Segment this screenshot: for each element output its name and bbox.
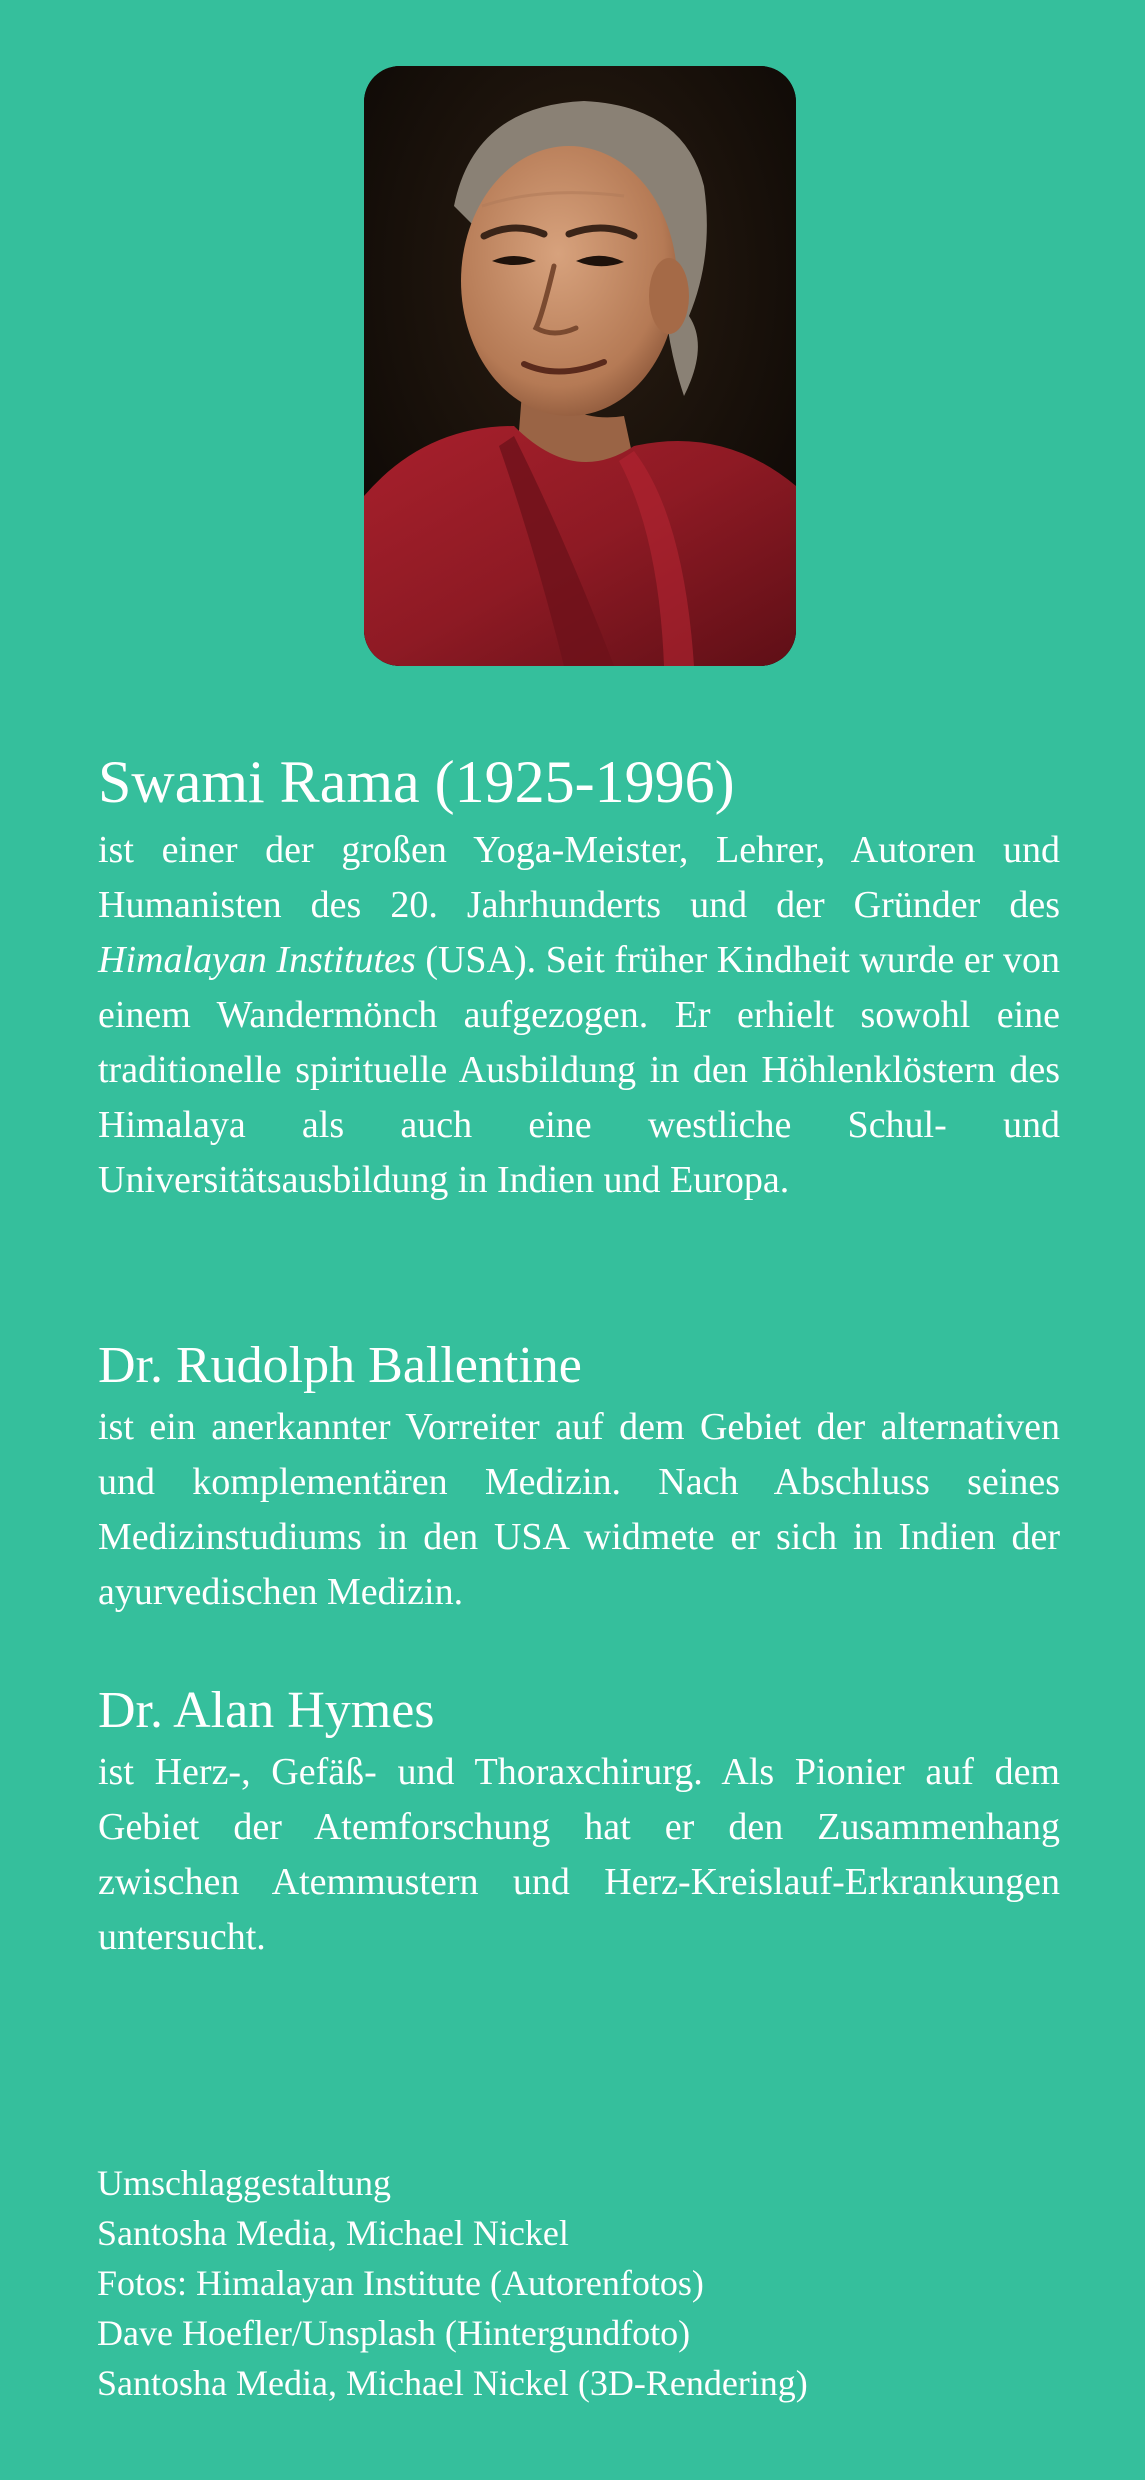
portrait-illustration: [364, 66, 796, 666]
credit-line: Santosha Media, Michael Nickel (3D-Rendering): [97, 2363, 808, 2403]
author-name: Swami Rama (1925-1996): [98, 749, 735, 815]
author-name: Dr. Alan Hymes: [98, 1682, 435, 1739]
credit-line: Santosha Media, Michael Nickel: [97, 2213, 569, 2253]
author-portrait-photo: [364, 66, 796, 666]
design-credits: [97, 2158, 1057, 2408]
credit-line: Dave Hoefler/Unsplash (Hintergundfoto): [97, 2313, 691, 2353]
credit-line: Fotos: Himalayan Institute (Autorenfotos): [97, 2263, 704, 2303]
author-description: ist ein anerkannter Vorreiter auf dem Gebiet der alternativen und komplementären Medizin. Nach Abschluss seines Medizinstudiums in den USA widmete er sich in Indien der ayurvedischen Medizin.: [98, 1405, 1060, 1613]
author-bio-alan-hymes: [98, 1681, 1060, 1965]
author-description: ist Herz-, Gefäß- und Thoraxchirurg. Als Pionier auf dem Gebiet der Atemforschung hat er den Zusammenhang zwischen Atemmustern und Herz-Kreislauf-Erkrankungen untersucht.: [98, 1750, 1060, 1958]
author-bio-swami-rama: [98, 748, 1060, 1208]
institute-name: Himalayan Institutes: [98, 939, 416, 981]
author-description: [98, 823, 1060, 1208]
author-description-part: (USA). Seit früher Kindheit wurde er von einem Wandermönch aufgezogen. Er erhielt sowohl eine traditionelle spirituelle Ausbildung in den Höhlenklöstern des Himalaya als auch eine westliche Schul- und Universitätsausbildung in Indien und Europa.: [98, 939, 1060, 1201]
author-bio-rudolph-ballentine: [98, 1336, 1060, 1620]
credit-line: Umschlaggestaltung: [97, 2163, 391, 2203]
author-name: Dr. Rudolph Ballentine: [98, 1337, 582, 1394]
author-description-part: ist einer der großen Yoga-Meister, Lehrer, Autoren und Humanisten des 20. Jahrhunderts und der Gründer des: [98, 829, 1060, 926]
